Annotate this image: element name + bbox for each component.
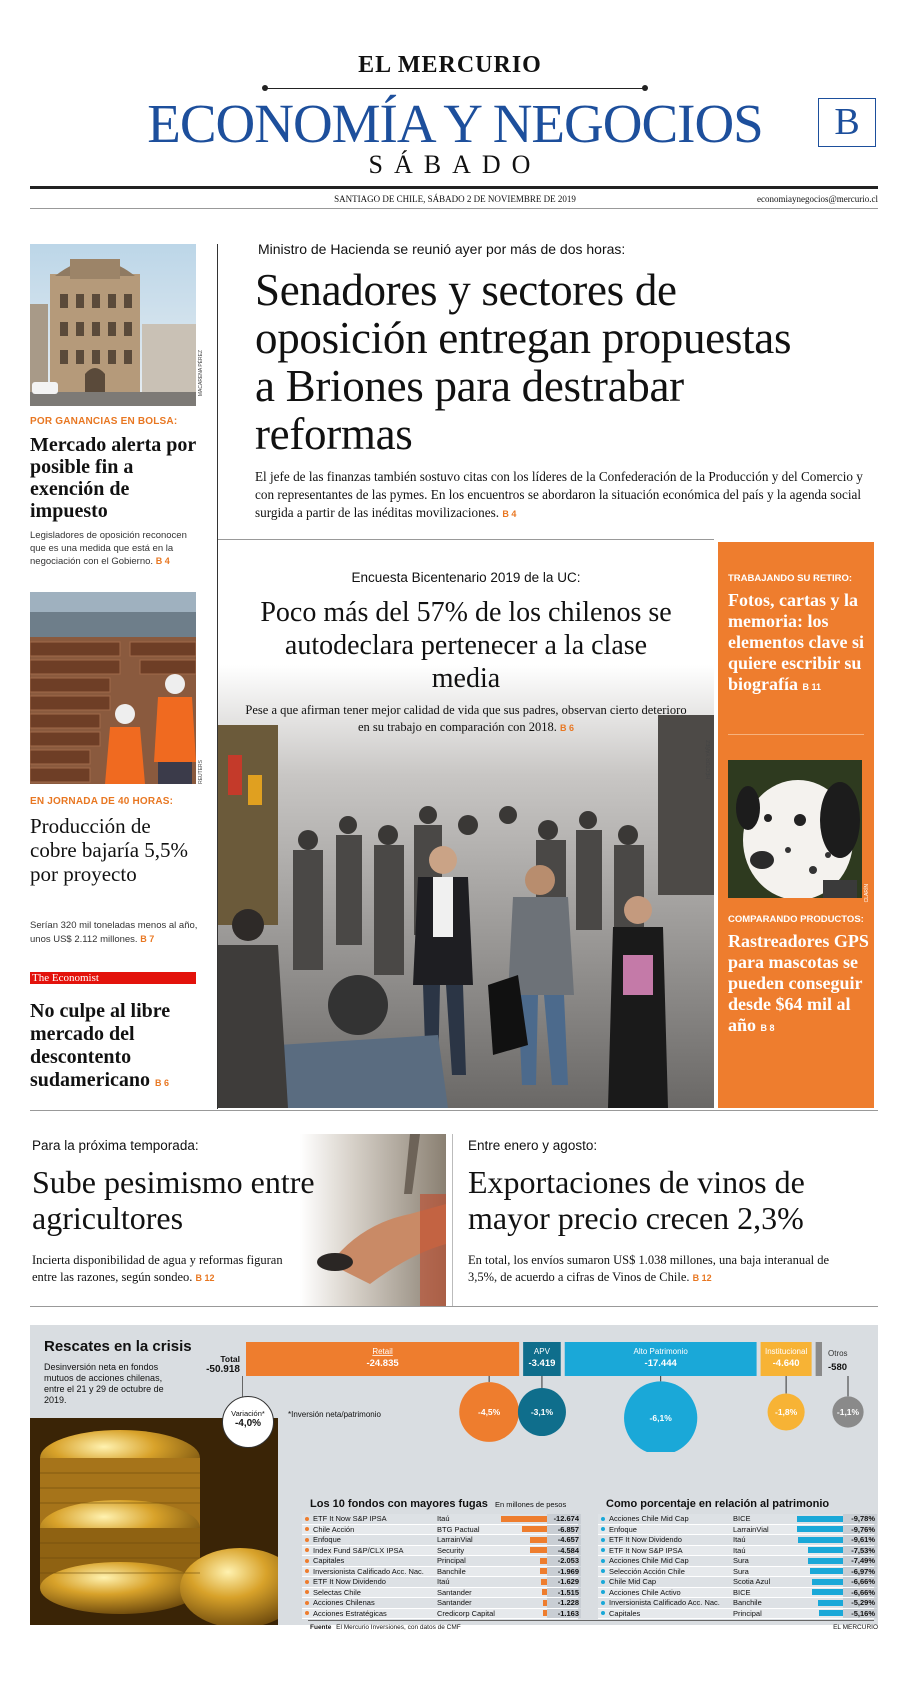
- paper-name: EL MERCURIO: [358, 52, 542, 78]
- fund-name: Acciones Chile Mid Cap: [609, 1514, 689, 1524]
- right-story2-kicker: COMPARANDO PRODUCTOS:: [728, 914, 864, 925]
- value-bar-track: [499, 1599, 547, 1607]
- infographic-source-rule: [308, 1620, 874, 1621]
- dog-photo: [728, 760, 862, 898]
- masthead-dot-right: [642, 85, 648, 91]
- photo-credit: MACARENA PÉREZ: [198, 350, 204, 397]
- fund-name: Acciones Estratégicas: [313, 1608, 387, 1618]
- mid-left-dek-text: Incierta disponibilidad de agua y reformas figuran entre las razones, según sondeo.: [32, 1253, 283, 1284]
- bar-label-otros: Otros: [828, 1349, 848, 1358]
- value-bar: [522, 1526, 547, 1532]
- fund-value: -1.969: [547, 1567, 581, 1577]
- bubble-pct-alto-patrimonio: -6,1%: [649, 1413, 672, 1423]
- fund-value: -6,66%: [843, 1577, 877, 1587]
- fund-admin: LarrainVial: [437, 1535, 473, 1545]
- value-bar-track: [795, 1515, 843, 1523]
- mid-right-kicker: Entre enero y agosto:: [468, 1138, 598, 1153]
- fund-admin: Banchile: [437, 1566, 466, 1576]
- mid-top-rule: [30, 1110, 878, 1111]
- table1-unit: En millones de pesos: [494, 1500, 567, 1509]
- fund-admin: BICE: [733, 1514, 751, 1524]
- value-bar-track: [499, 1609, 547, 1617]
- masthead-thick-rule: [30, 186, 878, 189]
- segment-bar-chart: [246, 1342, 866, 1452]
- bullet-icon: [601, 1601, 605, 1605]
- right-story1-headline[interactable]: [728, 590, 870, 698]
- fund-value: -12.674: [547, 1514, 581, 1524]
- bubble-pct-institucional: -1,8%: [774, 1407, 798, 1417]
- fund-admin: Credicorp Capital: [437, 1608, 495, 1618]
- coins-photo: [30, 1418, 278, 1625]
- masthead-thin-rule: [30, 208, 878, 209]
- fund-value: -4.657: [547, 1535, 581, 1545]
- section-email[interactable]: economiaynegocios@mercurio.cl: [757, 194, 878, 204]
- fund-value: -1.228: [547, 1598, 581, 1608]
- table-row: [598, 1546, 874, 1557]
- value-bar: [798, 1537, 843, 1543]
- mid-bottom-rule: [30, 1306, 878, 1307]
- table1: [302, 1514, 578, 1619]
- bar-value-institucional: -4.640: [772, 1358, 800, 1369]
- mid-left-ref[interactable]: B 12: [195, 1273, 215, 1283]
- value-bar-track: [795, 1599, 843, 1607]
- left-story3-headline[interactable]: [30, 1000, 205, 1095]
- fund-admin: BICE: [733, 1587, 751, 1597]
- value-bar-track: [795, 1578, 843, 1586]
- right-story2-ref[interactable]: B 8: [760, 1023, 775, 1033]
- value-bar-track: [795, 1546, 843, 1554]
- bar-label-alto-patrimonio: Alto Patrimonio: [633, 1347, 688, 1356]
- source-label: Fuente: [310, 1624, 332, 1631]
- infographic-footnote: *Inversión neta/patrimonio: [288, 1410, 381, 1419]
- mid-left-kicker: Para la próxima temporada:: [32, 1138, 199, 1153]
- fund-value: -7,49%: [843, 1556, 877, 1566]
- fund-admin: Principal: [437, 1556, 466, 1566]
- fund-admin: Itaú: [733, 1535, 746, 1545]
- fund-value: -9,76%: [843, 1525, 877, 1535]
- table-row: [302, 1577, 578, 1588]
- value-bar: [501, 1516, 547, 1522]
- bullet-icon: [601, 1527, 605, 1531]
- mid-right-dek: [468, 1252, 858, 1287]
- fund-value: -5,29%: [843, 1598, 877, 1608]
- fund-value: -6,66%: [843, 1588, 877, 1598]
- masthead-dot-left: [262, 85, 268, 91]
- bar-label-apv: APV: [533, 1347, 550, 1356]
- survey-dek: [245, 702, 687, 737]
- bubble-pct-retail: -4,5%: [478, 1407, 501, 1417]
- bullet-icon: [305, 1601, 309, 1605]
- bar-label-institucional: Institucional: [764, 1347, 808, 1356]
- value-bar-track: [499, 1567, 547, 1575]
- value-bar: [540, 1558, 547, 1564]
- bullet-icon: [305, 1538, 309, 1542]
- value-bar-track: [795, 1567, 843, 1575]
- table-row: [598, 1598, 874, 1609]
- fund-value: -1.629: [547, 1577, 581, 1587]
- photo-credit: REUTERS: [198, 760, 204, 784]
- table-row: [598, 1577, 874, 1588]
- lead-dek-text: El jefe de las finanzas también sostuvo citas con los líderes de la Confederación de la Producción y del Comercio y con representantes de las pymes. En los encuentros se abordaron la situación económica del país y la agenda social surgida a partir de las inéditas movilizaciones.: [255, 469, 863, 520]
- bullet-icon: [305, 1517, 309, 1521]
- right-story2-headline[interactable]: [728, 931, 870, 1039]
- right-story1-headline-text: Fotos, cartas y la memoria: los elementos clave si quiere escribir su biografía: [728, 590, 864, 694]
- mid-right-dek-text: En total, los envíos sumaron US$ 1.038 millones, una baja interanual de 3,5%, de acuerdo a cifras de Vinos de Chile.: [468, 1253, 830, 1284]
- lead-headline[interactable]: Senadores y sectores de oposición entregan propuestas a Briones para destrabar reformas: [255, 265, 792, 459]
- variation-value: -4,0%: [234, 1418, 262, 1429]
- value-bar: [810, 1568, 843, 1574]
- fund-admin: Itaú: [437, 1514, 450, 1524]
- table-row: [302, 1567, 578, 1578]
- fund-name: Enfoque: [313, 1535, 341, 1545]
- fund-value: -2.053: [547, 1556, 581, 1566]
- fund-admin: Banchile: [733, 1598, 762, 1608]
- value-bar-track: [499, 1515, 547, 1523]
- value-bar: [530, 1537, 547, 1543]
- fund-value: -6.857: [547, 1525, 581, 1535]
- bar-value-apv: -3.419: [528, 1358, 556, 1369]
- infographic-subtitle: Desinversión neta en fondos mutuos de acciones chilenas, entre el 21 y 29 de octubre de 2019.: [44, 1362, 164, 1405]
- fund-value: -1.515: [547, 1588, 581, 1598]
- left-story3-ref[interactable]: B 6: [155, 1078, 170, 1088]
- fund-name: Index Fund S&P/CLX IPSA: [313, 1545, 404, 1555]
- mid-left-dek: [32, 1252, 294, 1287]
- value-bar: [797, 1516, 843, 1522]
- value-bar-track: [499, 1525, 547, 1533]
- value-bar-track: [795, 1588, 843, 1596]
- fund-value: -5,16%: [843, 1609, 877, 1619]
- section-title: ECONOMÍA Y NEGOCIOS: [147, 93, 763, 154]
- value-bar-track: [795, 1536, 843, 1544]
- value-bar: [797, 1526, 843, 1532]
- bar-value-retail: -24.835: [366, 1358, 399, 1369]
- bullet-icon: [601, 1569, 605, 1573]
- photo-credit: CLARÍN: [864, 884, 870, 903]
- bullet-icon: [601, 1517, 605, 1521]
- fund-value: -6,97%: [843, 1567, 877, 1577]
- table2-title: Como porcentaje en relación al patrimonio: [606, 1498, 830, 1510]
- table-row: [302, 1514, 578, 1525]
- fund-name: Inversionista Calificado Acc. Nac.: [313, 1566, 424, 1576]
- value-bar-track: [499, 1546, 547, 1554]
- variation-label: Variación*: [231, 1409, 265, 1418]
- fund-name: Capitales: [609, 1608, 641, 1618]
- dateline: SANTIAGO DE CHILE, SÁBADO 2 DE NOVIEMBRE DE 2019: [334, 194, 576, 204]
- left-story2-ref[interactable]: B 7: [140, 933, 155, 944]
- source-text: El Mercurio Inversiones, con datos de CMF: [336, 1624, 461, 1631]
- table-row: [598, 1556, 874, 1567]
- value-bar-track: [795, 1525, 843, 1533]
- fund-name: ETF It Now Dividendo: [313, 1577, 386, 1587]
- survey-dek-text: Pese a que afirman tener mejor calidad de vida que sus padres, observan cierto deterioro en su trabajo en comparación con 2018.: [245, 703, 687, 734]
- masthead-rule: [265, 88, 645, 89]
- fund-admin: Santander: [437, 1587, 472, 1597]
- value-bar: [819, 1610, 843, 1616]
- left-story2-dek-text: Serían 320 mil toneladas menos al año, unos US$ 2.112 millones.: [30, 920, 198, 945]
- infographic-title: Rescates en la crisis: [44, 1338, 192, 1355]
- bullet-icon: [305, 1527, 309, 1531]
- table-row: [302, 1525, 578, 1536]
- survey-ref[interactable]: B 6: [560, 723, 575, 733]
- section-letter-box: B: [818, 98, 876, 147]
- table-row: [302, 1588, 578, 1599]
- mid-left-headline[interactable]: Sube pesimismo entre agricultores: [32, 1164, 315, 1236]
- fund-value: -9,61%: [843, 1535, 877, 1545]
- fund-admin: Sura: [733, 1556, 749, 1566]
- lead-bottom-rule: [218, 539, 714, 540]
- table1-title: [310, 1498, 566, 1510]
- table-row: [598, 1609, 874, 1620]
- table-row: [598, 1567, 874, 1578]
- value-bar-track: [499, 1578, 547, 1586]
- bar-label-retail: Retail: [372, 1347, 393, 1356]
- copper-workers-photo: [30, 592, 196, 784]
- fund-admin: Security: [437, 1545, 465, 1555]
- fund-admin: Scotia Azul: [733, 1577, 771, 1587]
- photo-credit: HÉCTOR YÁÑEZ: [706, 740, 712, 779]
- survey-kicker: Encuesta Bicentenario 2019 de la UC:: [351, 570, 581, 585]
- left-story3-headline-text: No culpe al libre mercado del descontento sudamericano: [30, 1000, 171, 1091]
- left-story1-ref[interactable]: B 4: [155, 556, 170, 566]
- value-bar-track: [795, 1609, 843, 1617]
- section-day: SÁBADO: [368, 150, 542, 179]
- right-story1-kicker: TRABAJANDO SU RETIRO:: [728, 573, 853, 584]
- bullet-icon: [305, 1569, 309, 1573]
- fund-admin: Sura: [733, 1566, 749, 1576]
- fund-name: Acciones Chile Mid Cap: [609, 1556, 689, 1566]
- bullet-icon: [601, 1548, 605, 1552]
- fund-name: Enfoque: [609, 1524, 637, 1534]
- lead-kicker: Ministro de Hacienda se reunió ayer por más de dos horas:: [258, 241, 626, 257]
- value-bar: [808, 1558, 843, 1564]
- value-bar: [530, 1547, 547, 1553]
- lead-dek: [255, 468, 875, 523]
- fund-name: ETF It Now Dividendo: [609, 1535, 682, 1545]
- fund-admin: Santander: [437, 1598, 472, 1608]
- table-row: [302, 1556, 578, 1567]
- right-story1-ref[interactable]: B 11: [802, 682, 822, 692]
- bullet-icon: [601, 1611, 605, 1615]
- fund-value: -7,53%: [843, 1546, 877, 1556]
- fund-admin: LarrainVial: [733, 1524, 769, 1534]
- fund-value: -4.584: [547, 1546, 581, 1556]
- value-bar: [540, 1568, 547, 1574]
- fund-name: ETF It Now S&P IPSA: [609, 1545, 683, 1555]
- bubble-pct-otros: -1,1%: [836, 1407, 860, 1417]
- left-story1-headline[interactable]: Mercado alerta por posible fin a exención de impuesto: [30, 434, 196, 522]
- mid-right-ref[interactable]: B 12: [692, 1273, 712, 1283]
- mid-right-headline[interactable]: Exportaciones de vinos de mayor precio crecen 2,3%: [468, 1164, 805, 1236]
- fund-admin: BTG Pactual: [437, 1524, 480, 1534]
- value-bar: [812, 1589, 843, 1595]
- value-bar-track: [499, 1557, 547, 1565]
- table-row: [302, 1598, 578, 1609]
- bullet-icon: [601, 1580, 605, 1584]
- bullet-icon: [305, 1580, 309, 1584]
- value-bar-track: [499, 1588, 547, 1596]
- left-story2-headline[interactable]: Producción de cobre bajaría 5,5% por proyecto: [30, 814, 189, 886]
- total-value: -50.918: [206, 1364, 240, 1375]
- fund-name: Selectas Chile: [313, 1587, 361, 1597]
- table-row: [302, 1609, 578, 1620]
- table1-title-text: Los 10 fondos con mayores fugas: [310, 1498, 488, 1510]
- lead-ref[interactable]: B 4: [502, 509, 517, 519]
- table-row: [598, 1535, 874, 1546]
- bullet-icon: [601, 1559, 605, 1563]
- value-bar: [818, 1600, 843, 1606]
- total-connector: [242, 1376, 243, 1398]
- fund-name: Inversionista Calificado Acc. Nac.: [609, 1598, 720, 1608]
- value-bar: [808, 1547, 843, 1553]
- fund-name: Chile Mid Cap: [609, 1577, 657, 1587]
- infographic-source: [310, 1624, 461, 1631]
- fund-admin: Itaú: [733, 1545, 746, 1555]
- fund-name: Acciones Chilenas: [313, 1598, 375, 1608]
- fund-name: Acciones Chile Activo: [609, 1587, 681, 1597]
- left-story1-kicker: POR GANANCIAS EN BOLSA:: [30, 416, 178, 427]
- fund-value: -1.163: [547, 1609, 581, 1619]
- right-divider: [728, 734, 864, 735]
- economist-banner: The Economist: [30, 972, 196, 984]
- fund-admin: Principal: [733, 1608, 762, 1618]
- fund-name: Chile Acción: [313, 1524, 355, 1534]
- left-story2-dek: [30, 920, 200, 946]
- table-row: [302, 1546, 578, 1557]
- stock-exchange-photo: [30, 244, 196, 406]
- right-story2-headline-text: Rastreadores GPS para mascotas se pueden conseguir desde $64 mil al año: [728, 931, 869, 1035]
- left-story1-dek: [30, 530, 200, 569]
- bullet-icon: [305, 1611, 309, 1615]
- fund-admin: Itaú: [437, 1577, 450, 1587]
- value-bar-track: [795, 1557, 843, 1565]
- bar-value-alto-patrimonio: -17.444: [644, 1358, 677, 1369]
- left-story2-kicker: EN JORNADA DE 40 HORAS:: [30, 796, 174, 807]
- table-row: [598, 1525, 874, 1536]
- bubble-pct-apv: -3,1%: [530, 1407, 554, 1417]
- fund-value: -9,78%: [843, 1514, 877, 1524]
- bullet-icon: [601, 1538, 605, 1542]
- table-row: [598, 1514, 874, 1525]
- bar-value-otros: -580: [828, 1362, 848, 1373]
- bar-otros: [816, 1342, 822, 1376]
- fund-name: Selección Acción Chile: [609, 1566, 685, 1576]
- bullet-icon: [305, 1548, 309, 1552]
- fund-name: ETF It Now S&P IPSA: [313, 1514, 387, 1524]
- table-row: [598, 1588, 874, 1599]
- fund-name: Capitales: [313, 1556, 345, 1566]
- infographic-credit: EL MERCURIO: [833, 1624, 878, 1631]
- table2: [598, 1514, 874, 1619]
- mid-column-divider: [452, 1134, 453, 1306]
- value-bar-track: [499, 1536, 547, 1544]
- value-bar: [812, 1579, 843, 1585]
- table-row: [302, 1535, 578, 1546]
- survey-headline[interactable]: Poco más del 57% de los chilenos se autodeclara pertenecer a la clase media: [260, 597, 672, 694]
- bullet-icon: [601, 1590, 605, 1594]
- total-label: Total: [220, 1354, 240, 1364]
- bullet-icon: [305, 1590, 309, 1594]
- left-story1-dek-text: Legisladores de oposición reconocen que es una medida que está en la negociación con el Gobierno.: [30, 530, 187, 567]
- bullet-icon: [305, 1559, 309, 1563]
